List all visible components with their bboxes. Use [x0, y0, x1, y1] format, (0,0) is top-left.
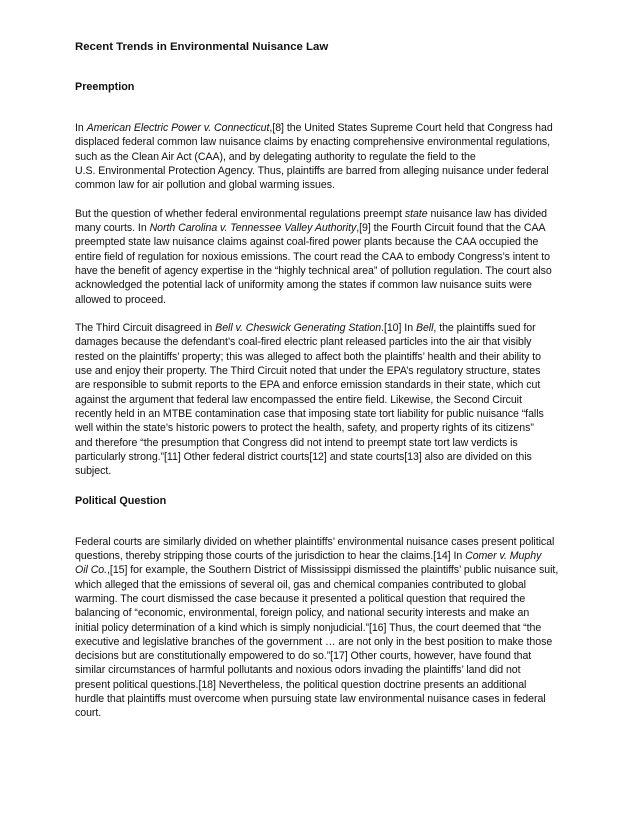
text-run: which alleged that the emissions of several oil, gas and chemical companies contributed to global	[75, 578, 526, 591]
text-run: well within the state’s historic powers to protect the health, safety, and property rights of its citizens”	[75, 422, 534, 435]
paragraph	[75, 121, 605, 192]
text-run: acknowledged the potential lack of uniformity among the states if common law nuisance suits were	[75, 279, 532, 292]
case-citation: Bell	[415, 322, 434, 335]
text-run: against the argument that federal law encompassed the entire field. Likewise, the Second Circuit	[75, 393, 522, 406]
text-run: preempted state law nuisance claims against coal-fired power plants because the CAA occupied the	[75, 236, 539, 249]
text-run: such as the Clean Air Act (CAA), and by delegating authority to regulate the field to the	[75, 150, 476, 163]
text-run: have the benefit of agency expertise in the “highly technical area” of pollution regulation. The court also	[75, 264, 552, 277]
text-run: decisions but are constitutionally empowered to do so.”[17] Other courts, however, have found that	[75, 650, 532, 663]
text-run: , the plaintiffs sued for	[433, 322, 536, 335]
text-run: many courts. In	[75, 222, 150, 235]
text-line	[75, 393, 605, 407]
text-run: executive and legislative branches of the government … are not only in the best position to make those	[75, 635, 553, 648]
text-run: damages because the defendant’s coal-fired electric plant released particles into the air that visibly	[75, 336, 532, 349]
text-line	[75, 436, 605, 450]
text-line	[75, 649, 605, 663]
text-run: initial policy determination of a kind which is simply nonjudicial.”[16] Thus, the court deemed that “the	[75, 621, 542, 634]
document-body	[75, 79, 605, 735]
text-line	[75, 578, 605, 592]
text-line	[75, 364, 605, 378]
text-line	[75, 264, 605, 278]
text-run: recently held in an MTBE contamination case that imposing state tort liability for public nuisance “falls	[75, 407, 544, 420]
text-run: But the question of whether federal environmental regulations preempt	[75, 207, 405, 220]
text-run: balancing of “economic, environmental, foreign policy, and national security interests and make an	[75, 607, 530, 620]
text-line	[75, 135, 605, 149]
text-line	[75, 678, 605, 692]
text-run: court.	[75, 707, 102, 720]
text-run: entire field of regulation for noxious emissions. The court read the CAA to embody Congress’s intent to	[75, 250, 550, 263]
text-line	[75, 549, 605, 563]
text-run: use and enjoy their property. The Third Circuit noted that under the EPA’s regulatory structure, states	[75, 365, 541, 378]
text-run: warming. The court dismissed the case because it presented a political question that required the	[75, 592, 526, 605]
text-run: ,[9] the Fourth Circuit found that the CAA	[356, 222, 546, 235]
text-line	[75, 563, 605, 577]
case-citation: state	[404, 207, 428, 220]
text-run: displaced federal common law nuisance claims by enacting comprehensive environmental regulations,	[75, 136, 551, 149]
text-run: and therefore “the presumption that Congress did not intend to preempt state tort law verdicts is	[75, 436, 518, 449]
document-page	[75, 39, 605, 735]
text-line	[75, 164, 605, 178]
text-line	[75, 621, 605, 635]
text-line	[75, 121, 605, 135]
case-citation: Oil Co.	[75, 564, 108, 577]
document-title: Recent Trends in Environmental Nuisance Law	[75, 41, 329, 53]
text-line	[75, 150, 605, 164]
text-line	[75, 706, 605, 720]
case-citation: North Carolina v. Tennessee Valley Authority	[149, 222, 357, 235]
paragraph	[75, 321, 605, 478]
text-run: .[10] In	[381, 322, 416, 335]
section-heading: Political Question	[75, 494, 167, 507]
text-run: ,[8] the United States Supreme Court held that Congress had	[269, 122, 553, 134]
text-run: common law for air pollution and global warming issues.	[75, 179, 335, 192]
text-line	[75, 350, 605, 364]
text-run: subject.	[75, 465, 112, 478]
text-line	[75, 178, 605, 192]
text-line	[75, 692, 605, 706]
text-run: The Third Circuit disagreed in	[75, 322, 216, 335]
text-run: rested on the plaintiffs’ property; this was alleged to affect both the plaintiffs’ health and their ability to	[75, 350, 541, 363]
text-line	[75, 606, 605, 620]
text-line	[75, 378, 605, 392]
case-citation: Bell v. Cheswick Generating Station	[215, 322, 382, 335]
paragraph	[75, 207, 605, 307]
text-run: allowed to proceed.	[75, 293, 166, 306]
text-run: Federal courts are similarly divided on whether plaintiffs’ environmental nuisance cases present political	[75, 535, 555, 548]
text-line	[75, 421, 605, 435]
text-run: nuisance law has divided	[427, 207, 548, 220]
case-citation: American Electric Power v. Connecticut	[86, 122, 270, 134]
text-run: are responsible to submit reports to the EPA and enforce emission standards in their state, which cut	[75, 379, 541, 392]
text-run: In	[75, 122, 87, 134]
text-line	[75, 464, 605, 478]
text-run: particularly strong.”[11] Other federal district courts[12] and state courts[13] also are divided on this	[75, 450, 532, 463]
text-run: U.S. Environmental Protection Agency. Thus, plaintiffs are barred from alleging nuisance under federal	[75, 164, 549, 177]
text-line	[75, 635, 605, 649]
text-line	[75, 235, 605, 249]
case-citation: Comer v. Muphy	[465, 550, 542, 563]
text-run: present political questions.[18] Nevertheless, the political question doctrine presents an additional	[75, 678, 527, 691]
text-line	[75, 592, 605, 606]
paragraph	[75, 535, 605, 721]
text-line	[75, 663, 605, 677]
text-line	[75, 535, 605, 549]
text-line	[75, 293, 605, 307]
text-line	[75, 407, 605, 421]
text-line	[75, 278, 605, 292]
text-line	[75, 335, 605, 349]
text-line	[75, 321, 605, 335]
text-run: hurdle that plaintiffs must overcome when pursuing state law environmental nuisance cases in federal	[75, 692, 546, 705]
text-line	[75, 221, 605, 235]
text-run: similar circumstances of harmful pollutants and noxious odors invading the plaintiffs’ land did not	[75, 664, 521, 677]
text-line	[75, 207, 605, 221]
text-line	[75, 250, 605, 264]
text-run: ,[15] for example, the Southern District of Mississippi dismissed the plaintiffs’ public nuisance suit,	[107, 564, 559, 577]
text-run: questions, thereby stripping those courts of the jurisdiction to hear the claims.[14] In	[75, 550, 466, 563]
section-heading: Preemption	[75, 81, 135, 93]
text-line	[75, 450, 605, 464]
